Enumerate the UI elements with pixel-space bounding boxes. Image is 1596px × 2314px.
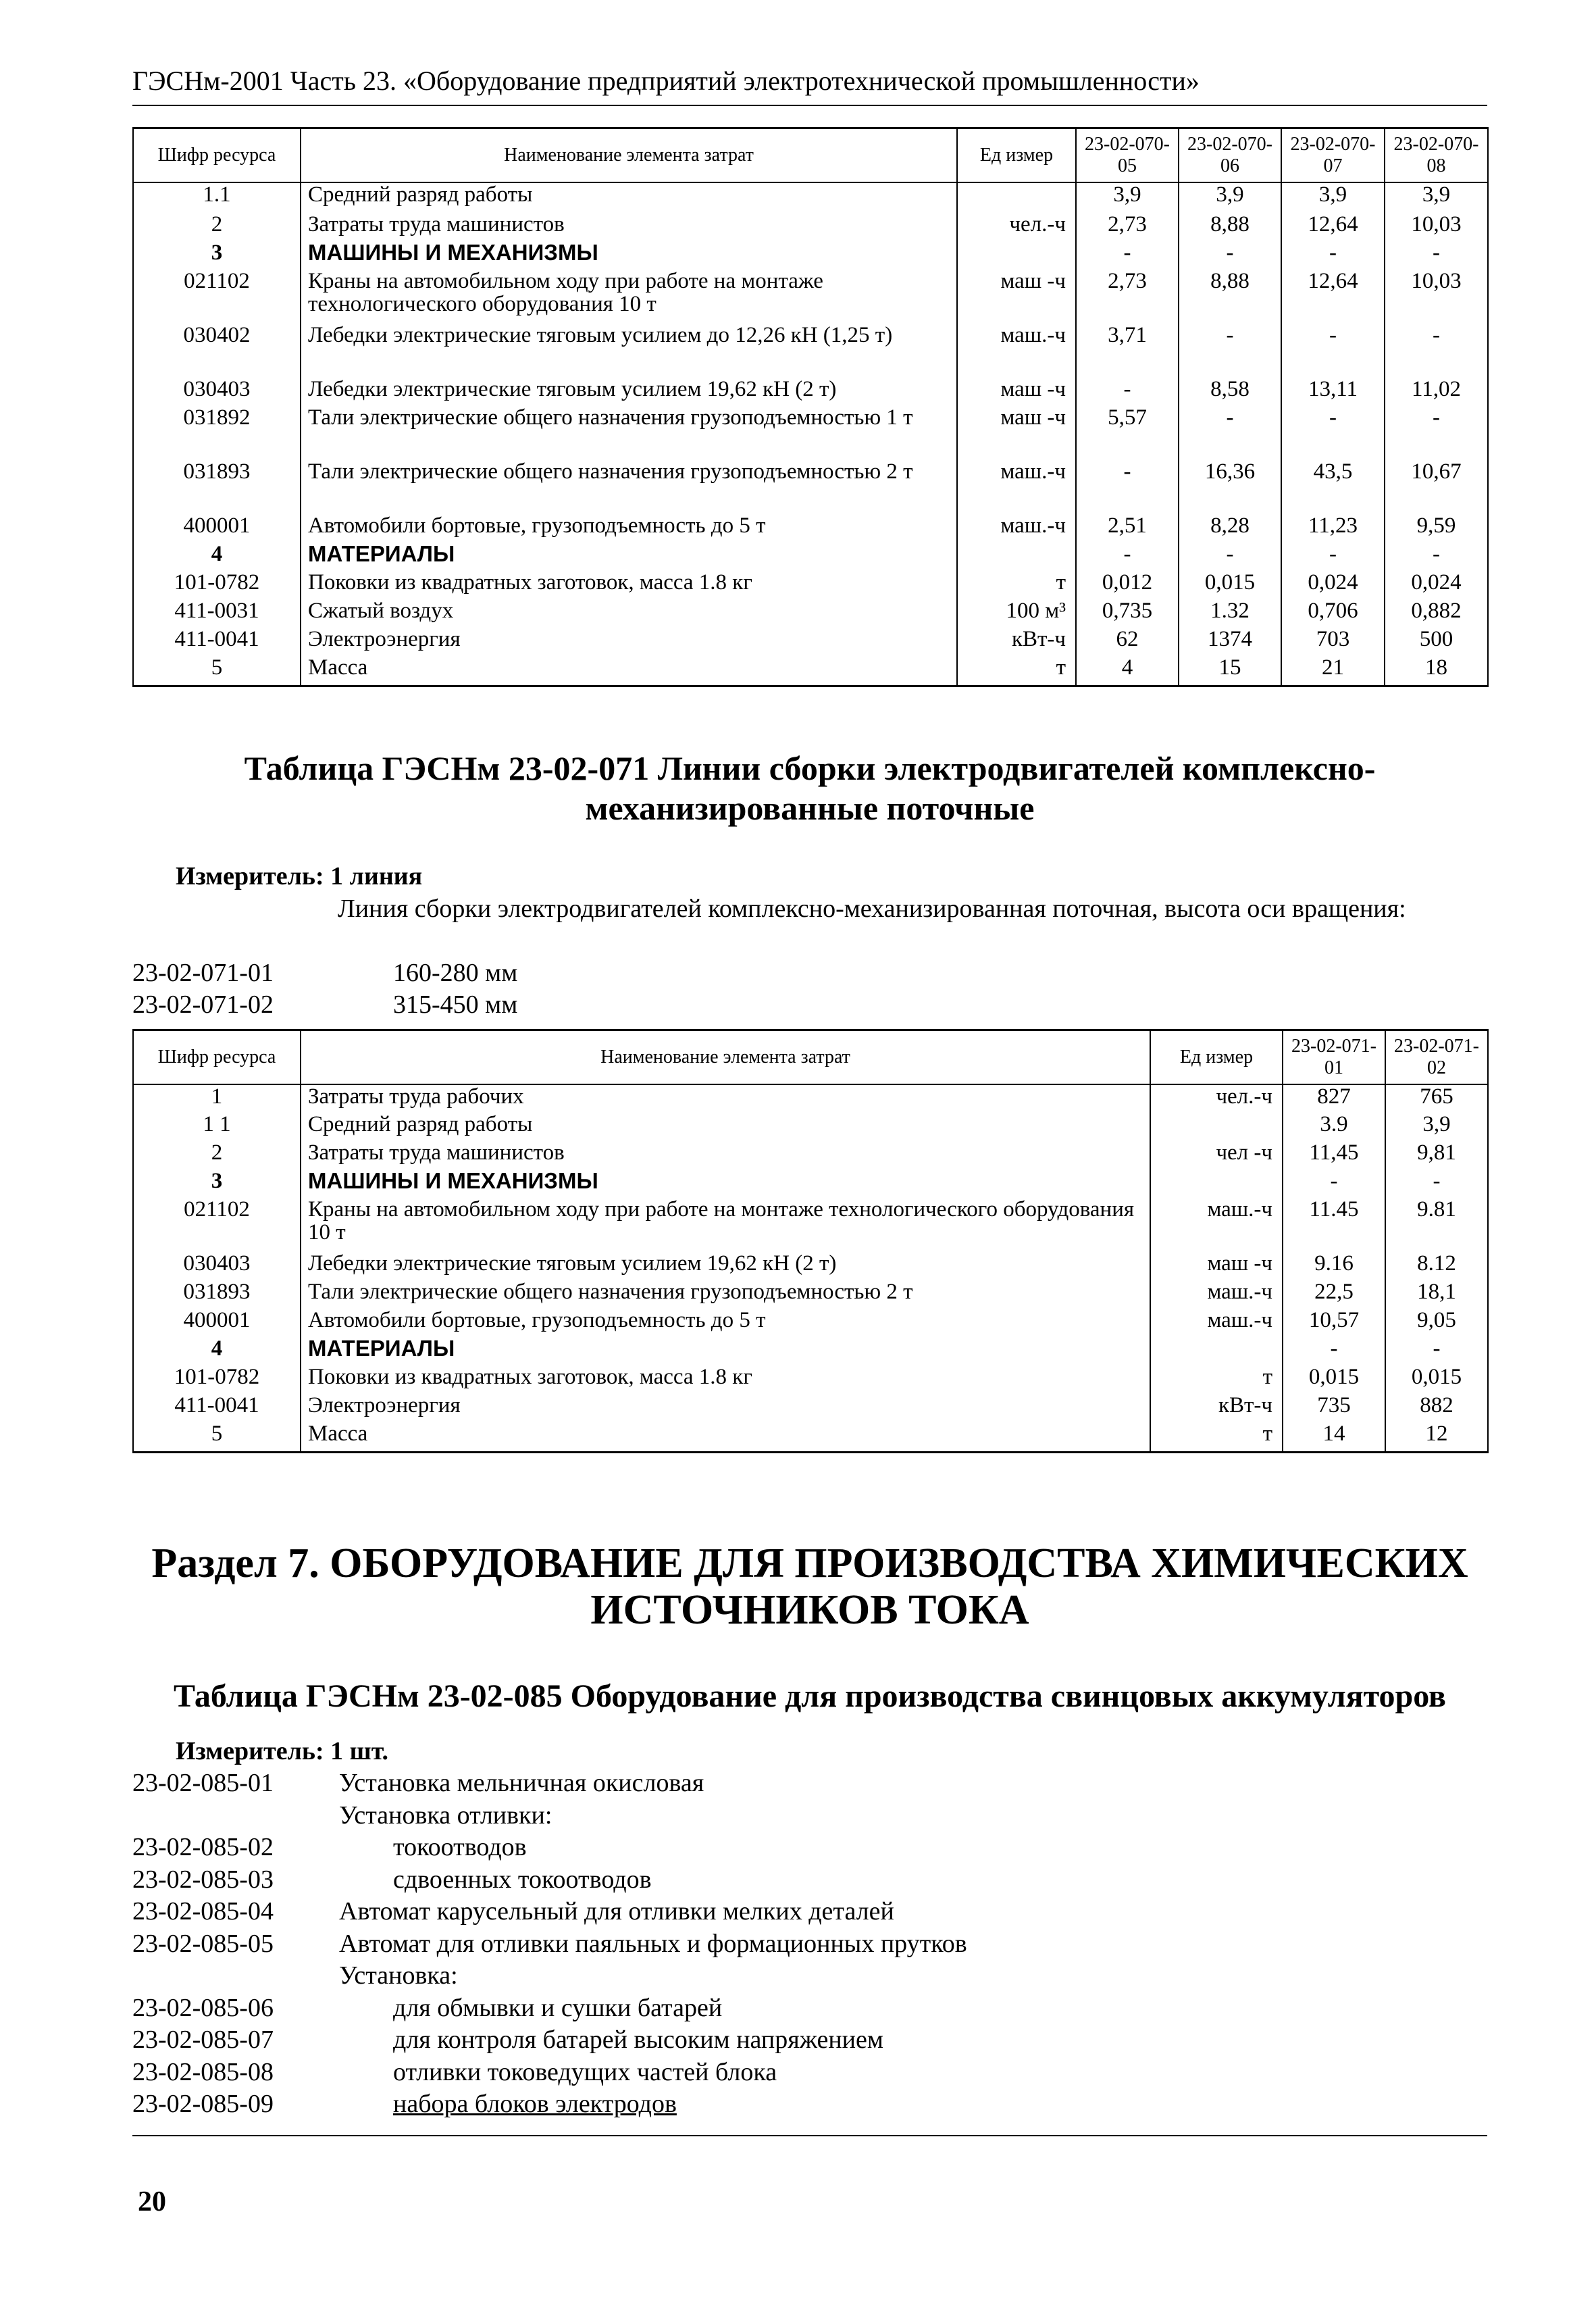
unit-of-measure (957, 543, 1076, 571)
cost-element-name: Тали электрические общего назначения грузоподъемностью 1 т (301, 406, 957, 460)
norm-value: 62 (1076, 628, 1179, 656)
measure-unit-071 (176, 861, 422, 891)
list-item (132, 2057, 777, 2087)
norm-value: - (1385, 406, 1488, 460)
norm-value: 3,9 (1385, 1113, 1488, 1141)
table-row (133, 1422, 1488, 1453)
column-header: 23-02-071-01 (1283, 1030, 1385, 1084)
column-header: Ед измер (957, 128, 1076, 182)
norm-value: 882 (1385, 1394, 1488, 1422)
norm-value: 0,015 (1179, 571, 1281, 599)
cost-element-name: Автомобили бортовые, грузоподъемность до 5 т (301, 514, 957, 543)
norm-value: 12 (1385, 1422, 1488, 1453)
list-item (132, 2089, 677, 2119)
resource-code: 101-0782 (133, 571, 301, 599)
norm-value: 0,882 (1385, 599, 1488, 628)
resource-code: 400001 (133, 514, 301, 543)
cost-element-name: Лебедки электрические тяговым усилием до 12,26 кН (1,25 т) (301, 324, 957, 378)
unit-of-measure: маш.-ч (1150, 1280, 1283, 1309)
cost-element-name: Поковки из квадратных заготовок, масса 1.8 кг (301, 571, 957, 599)
norm-value: 3,9 (1281, 182, 1385, 213)
norm-value: 1.32 (1179, 599, 1281, 628)
norm-value: 14 (1283, 1422, 1385, 1453)
table-row (133, 378, 1488, 406)
resource-code: 5 (133, 1422, 301, 1453)
norm-value: 5,57 (1076, 406, 1179, 460)
unit-of-measure (1150, 1169, 1283, 1198)
norm-value: 13,11 (1281, 378, 1385, 406)
item-text: токоотводов (393, 1833, 527, 1861)
cost-element-name: Поковки из квадратных заготовок, масса 1.8 кг (301, 1365, 1150, 1394)
resource-code: 031893 (133, 460, 301, 514)
norm-value: 0,015 (1283, 1365, 1385, 1394)
table-row (133, 1337, 1488, 1365)
table-row (133, 1309, 1488, 1337)
table-row (133, 270, 1488, 324)
table-row (133, 241, 1488, 270)
resource-code: 400001 (133, 1309, 301, 1337)
item-code: 23-02-085-06 (132, 1993, 274, 2022)
resource-code: 2 (133, 1141, 301, 1169)
measure-unit-085 (176, 1736, 388, 1766)
resource-code: 4 (133, 543, 301, 571)
norm-value: 43,5 (1281, 460, 1385, 514)
item-text: набора блоков электродов (393, 2090, 677, 2118)
measure-value: 1 линия (330, 862, 423, 890)
column-header: 23-02-070-08 (1385, 128, 1488, 182)
cost-element-name: Масса (301, 656, 957, 686)
norm-value: 0,024 (1281, 571, 1385, 599)
list-item (132, 1768, 704, 1798)
norm-value: - (1179, 324, 1281, 378)
table-row (133, 599, 1488, 628)
cost-element-name: Тали электрические общего назначения грузоподъемностью 2 т (301, 460, 957, 514)
norm-value: - (1076, 241, 1179, 270)
table-row (133, 1084, 1488, 1113)
item-text: Автомат для отливки паяльных и формационных прутков (339, 1929, 967, 1958)
table-row (133, 656, 1488, 686)
item-code: 23-02-085-02 (132, 1833, 274, 1861)
norm-value: 12,64 (1281, 213, 1385, 241)
unit-of-measure: т (1150, 1365, 1283, 1394)
item-code: 23-02-085-04 (132, 1897, 274, 1926)
column-header: Шифр ресурса (133, 128, 301, 182)
norm-value: 11,45 (1283, 1141, 1385, 1169)
header-rule (132, 105, 1487, 106)
norm-value: - (1076, 460, 1179, 514)
norm-value: 2,73 (1076, 213, 1179, 241)
norm-value: 4 (1076, 656, 1179, 686)
norm-value: - (1179, 241, 1281, 270)
cost-element-name: Лебедки электрические тяговым усилием 19,62 кН (2 т) (301, 1252, 1150, 1280)
resource-code: 411-0031 (133, 599, 301, 628)
list-item (132, 1993, 722, 2023)
norm-value: 18 (1385, 656, 1488, 686)
norm-value: 8,58 (1179, 378, 1281, 406)
norm-value: 2,73 (1076, 270, 1179, 324)
unit-of-measure: маш.-ч (957, 514, 1076, 543)
table-row (133, 571, 1488, 599)
cost-element-name: Сжатый воздух (301, 599, 957, 628)
unit-of-measure: маш.-ч (1150, 1309, 1283, 1337)
norm-value: - (1283, 1169, 1385, 1198)
unit-of-measure (1150, 1337, 1283, 1365)
cost-element-name: Автомобили бортовые, грузоподъемность до 5 т (301, 1309, 1150, 1337)
resource-code: 1 1 (133, 1113, 301, 1141)
cost-element-name: Масса (301, 1422, 1150, 1453)
column-header: Шифр ресурса (133, 1030, 301, 1084)
table-header-row (133, 1030, 1488, 1084)
table-title-071: Таблица ГЭСНм 23-02-071 Линии сборки электродвигателей комплексно-механизированные поточные (244, 749, 1376, 827)
resource-code: 411-0041 (133, 628, 301, 656)
norm-value: 735 (1283, 1394, 1385, 1422)
table-row (133, 1141, 1488, 1169)
table-row (133, 182, 1488, 213)
list-item (132, 1961, 458, 1990)
norm-value: - (1179, 543, 1281, 571)
norm-value: 500 (1385, 628, 1488, 656)
norm-value: 9,05 (1385, 1309, 1488, 1337)
bottom-rule (132, 2135, 1487, 2136)
norm-value: 11,23 (1281, 514, 1385, 543)
cost-element-name: Лебедки электрические тяговым усилием 19,62 кН (2 т) (301, 378, 957, 406)
norm-value: - (1076, 543, 1179, 571)
resource-code: 1.1 (133, 182, 301, 213)
norm-value: 3,71 (1076, 324, 1179, 378)
item-text: Автомат карусельный для отливки мелких деталей (339, 1897, 894, 1926)
norm-value: 8,88 (1179, 270, 1281, 324)
table-row (133, 628, 1488, 656)
item-text: Установка мельничная окисловая (339, 1769, 704, 1797)
unit-of-measure: т (957, 656, 1076, 686)
item-code: 23-02-085-05 (132, 1929, 274, 1958)
list-item (132, 1929, 967, 1959)
column-header: 23-02-071-02 (1385, 1030, 1488, 1084)
resource-code: 2 (133, 213, 301, 241)
table-description-071: Линия сборки электродвигателей комплексно-механизированная поточная, высота оси вращения: (338, 895, 1406, 923)
resource-code: 030402 (133, 324, 301, 378)
cost-element-name: Средний разряд работы (301, 182, 957, 213)
resource-code: 030403 (133, 378, 301, 406)
measure-value: 1 шт. (330, 1737, 389, 1765)
unit-of-measure: кВт-ч (957, 628, 1076, 656)
cost-element-name: Краны на автомобильном ходу при работе на монтаже технологического оборудования 10 т (301, 270, 957, 324)
resource-code: 101-0782 (133, 1365, 301, 1394)
table-title-085: Таблица ГЭСНм 23-02-085 Оборудование для производства свинцовых аккумуляторов (174, 1678, 1446, 1714)
table-row (133, 514, 1488, 543)
resource-code: 030403 (133, 1252, 301, 1280)
item-text: 160-280 мм (393, 959, 518, 987)
norm-value: - (1385, 1337, 1488, 1365)
norm-value: 703 (1281, 628, 1385, 656)
unit-of-measure: маш -ч (957, 378, 1076, 406)
norm-value: 9.81 (1385, 1198, 1488, 1252)
norm-value: 10,03 (1385, 270, 1488, 324)
norm-value: 0,015 (1385, 1365, 1488, 1394)
column-header: 23-02-070-07 (1281, 128, 1385, 182)
norm-value: 21 (1281, 656, 1385, 686)
unit-of-measure: чел -ч (1150, 1141, 1283, 1169)
item-text: для контроля батарей высоким напряжением (393, 2026, 883, 2054)
norm-value: 10,67 (1385, 460, 1488, 514)
column-header: 23-02-070-05 (1076, 128, 1179, 182)
norm-value: 0,012 (1076, 571, 1179, 599)
unit-of-measure: т (957, 571, 1076, 599)
unit-of-measure: кВт-ч (1150, 1394, 1283, 1422)
list-item (132, 1801, 552, 1830)
table-row (133, 1394, 1488, 1422)
unit-of-measure: 100 м³ (957, 599, 1076, 628)
norm-value: 8.12 (1385, 1252, 1488, 1280)
item-code: 23-02-085-03 (132, 1865, 274, 1894)
column-header: Наименование элемента затрат (301, 1030, 1150, 1084)
resource-code: 3 (133, 1169, 301, 1198)
table-body (133, 1084, 1488, 1453)
cost-element-name: МАТЕРИАЛЫ (301, 1337, 1150, 1365)
unit-of-measure: маш.-ч (1150, 1198, 1283, 1252)
list-item (132, 2025, 883, 2055)
cost-element-name: Затраты труда рабочих (301, 1084, 1150, 1113)
norm-value: - (1281, 406, 1385, 460)
list-item (132, 958, 517, 988)
column-header: 23-02-070-06 (1179, 128, 1281, 182)
resource-code: 031893 (133, 1280, 301, 1309)
table-body (133, 182, 1488, 686)
norm-value: 3,9 (1385, 182, 1488, 213)
norm-value: - (1281, 543, 1385, 571)
resource-code: 5 (133, 656, 301, 686)
list-item (132, 990, 517, 1020)
column-header: Наименование элемента затрат (301, 128, 957, 182)
item-code: 23-02-085-09 (132, 2090, 274, 2118)
resource-code: 1 (133, 1084, 301, 1113)
measure-label: Измеритель: (176, 862, 324, 890)
cost-element-name: Краны на автомобильном ходу при работе на монтаже технологического оборудования 10 т (301, 1198, 1150, 1252)
norm-value: - (1281, 241, 1385, 270)
norm-value: 3,9 (1179, 182, 1281, 213)
cost-element-name: МАШИНЫ И МЕХАНИЗМЫ (301, 1169, 1150, 1198)
table-row (133, 406, 1488, 460)
norm-value: 3.9 (1283, 1113, 1385, 1141)
cost-element-name: Электроэнергия (301, 1394, 1150, 1422)
item-text: 315-450 мм (393, 990, 518, 1019)
cost-element-name: Электроэнергия (301, 628, 957, 656)
table-header-row (133, 128, 1488, 182)
item-text: отливки токоведущих частей блока (393, 2057, 777, 2086)
table-row (133, 1252, 1488, 1280)
resource-code: 3 (133, 241, 301, 270)
norm-value: 9,59 (1385, 514, 1488, 543)
cost-element-name: Затраты труда машинистов (301, 1141, 1150, 1169)
table-row (133, 1113, 1488, 1141)
unit-of-measure: т (1150, 1422, 1283, 1453)
norm-value: 18,1 (1385, 1280, 1488, 1309)
norm-value: 12,64 (1281, 270, 1385, 324)
unit-of-measure: маш -ч (957, 270, 1076, 324)
column-header: Ед измер (1150, 1030, 1283, 1084)
measure-label: Измеритель: (176, 1737, 324, 1765)
norm-value: 11,02 (1385, 378, 1488, 406)
norm-value: 765 (1385, 1084, 1488, 1113)
unit-of-measure: маш.-ч (957, 324, 1076, 378)
norm-value: - (1385, 543, 1488, 571)
resource-code: 021102 (133, 270, 301, 324)
norm-value: - (1076, 378, 1179, 406)
resource-code: 021102 (133, 1198, 301, 1252)
unit-of-measure: маш.-ч (957, 460, 1076, 514)
section-heading: Раздел 7. ОБОРУДОВАНИЕ ДЛЯ ПРОИЗВОДСТВА ХИМИЧЕСКИХ ИСТОЧНИКОВ ТОКА (151, 1540, 1468, 1634)
norm-value: 11.45 (1283, 1198, 1385, 1252)
unit-of-measure: чел.-ч (957, 213, 1076, 241)
unit-of-measure (1150, 1113, 1283, 1141)
cost-element-name: Средний разряд работы (301, 1113, 1150, 1141)
norm-value: 8,28 (1179, 514, 1281, 543)
norm-value: 2,51 (1076, 514, 1179, 543)
unit-of-measure (957, 182, 1076, 213)
item-code: 23-02-085-01 (132, 1769, 274, 1797)
norm-value: - (1385, 324, 1488, 378)
norm-value: 0,024 (1385, 571, 1488, 599)
running-header: ГЭСНм-2001 Часть 23. «Оборудование предприятий электротехнической промышленности» (132, 66, 1200, 96)
item-code: 23-02-085-07 (132, 2026, 274, 2054)
norm-value: 10,03 (1385, 213, 1488, 241)
norm-value: - (1283, 1337, 1385, 1365)
item-code: 23-02-071-01 (132, 959, 274, 987)
resource-table-070 (132, 127, 1489, 687)
item-text: сдвоенных токоотводов (393, 1865, 652, 1894)
norm-value: 9.16 (1283, 1252, 1385, 1280)
norm-value: - (1385, 241, 1488, 270)
norm-value: 10,57 (1283, 1309, 1385, 1337)
resource-code: 4 (133, 1337, 301, 1365)
unit-of-measure (957, 241, 1076, 270)
norm-value: 0,706 (1281, 599, 1385, 628)
norm-value: 1374 (1179, 628, 1281, 656)
resource-code: 411-0041 (133, 1394, 301, 1422)
table-row (133, 324, 1488, 378)
unit-of-measure: маш -ч (1150, 1252, 1283, 1280)
item-code: 23-02-085-08 (132, 2057, 274, 2086)
norm-value: 15 (1179, 656, 1281, 686)
resource-table-071 (132, 1029, 1489, 1453)
unit-of-measure: чел.-ч (1150, 1084, 1283, 1113)
list-item (132, 1832, 527, 1862)
norm-value: - (1281, 324, 1385, 378)
norm-value: 22,5 (1283, 1280, 1385, 1309)
norm-value: 8,88 (1179, 213, 1281, 241)
item-code: 23-02-071-02 (132, 990, 274, 1019)
item-text: Установка отливки: (339, 1801, 552, 1830)
norm-value: - (1385, 1169, 1488, 1198)
table-row (133, 213, 1488, 241)
norm-value: - (1179, 406, 1281, 460)
table-row (133, 543, 1488, 571)
item-text: Установка: (339, 1961, 458, 1990)
list-item (132, 1896, 894, 1926)
table-row (133, 1198, 1488, 1252)
norm-value: 9,81 (1385, 1141, 1488, 1169)
table-row (133, 1280, 1488, 1309)
table-row (133, 1169, 1488, 1198)
norm-value: 0,735 (1076, 599, 1179, 628)
page-number: 20 (138, 2186, 166, 2217)
item-text: для обмывки и сушки батарей (393, 1993, 723, 2022)
cost-element-name: Затраты труда машинистов (301, 213, 957, 241)
table-row (133, 460, 1488, 514)
unit-of-measure: маш -ч (957, 406, 1076, 460)
norm-value: 827 (1283, 1084, 1385, 1113)
list-item (132, 1865, 652, 1894)
resource-code: 031892 (133, 406, 301, 460)
cost-element-name: МАТЕРИАЛЫ (301, 543, 957, 571)
table-row (133, 1365, 1488, 1394)
norm-value: 16,36 (1179, 460, 1281, 514)
cost-element-name: Тали электрические общего назначения грузоподъемностью 2 т (301, 1280, 1150, 1309)
cost-element-name: МАШИНЫ И МЕХАНИЗМЫ (301, 241, 957, 270)
norm-value: 3,9 (1076, 182, 1179, 213)
